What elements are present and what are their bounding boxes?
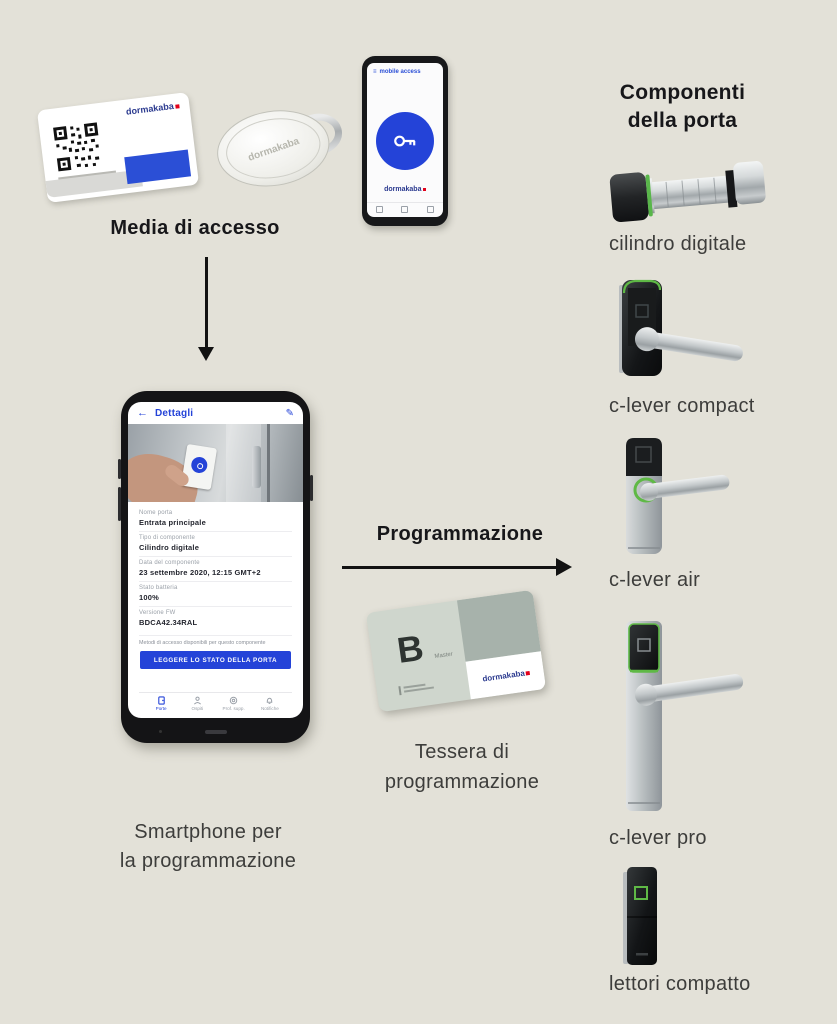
digital-cylinder-image <box>605 149 773 235</box>
fob-embossed-brand: dormakaba <box>246 135 301 164</box>
qr-access-card <box>37 92 199 203</box>
compact-reader-image <box>619 865 663 969</box>
detail-title: Dettagli <box>155 407 194 419</box>
access-methods-note: Metodi di accesso disponibili per questo componente <box>139 635 292 646</box>
bell-icon <box>265 696 274 705</box>
field-label: Data del componente <box>139 560 200 566</box>
tab-profilo-supporto[interactable] <box>216 696 252 711</box>
detail-body <box>128 502 303 718</box>
brand-text: dormakaba <box>384 186 422 193</box>
heading-line: Componenti <box>619 81 746 104</box>
card-blue-rect <box>124 150 191 185</box>
volume-button <box>118 459 121 479</box>
menu-icon[interactable]: ≡ <box>373 69 377 75</box>
tab-notifiche[interactable] <box>252 696 288 711</box>
heading-line: della porta <box>627 109 738 133</box>
field-data-componente <box>139 556 292 581</box>
field-versione-fw <box>139 606 292 631</box>
c-lever-compact-image <box>615 277 757 389</box>
power-button <box>310 475 313 501</box>
caption-line: la programmazione <box>119 850 297 872</box>
field-nome-porta <box>139 507 292 531</box>
detail-screen <box>128 402 303 718</box>
c-lever-pro-image <box>616 615 754 821</box>
card-fine-print <box>398 681 434 695</box>
door-photo <box>128 424 303 502</box>
field-value: 23 settembre 2020, 12:15 GMT+2 <box>139 568 261 577</box>
dormakaba-logo <box>125 100 180 116</box>
tab-porte[interactable] <box>143 696 179 711</box>
field-label: Stato batteria <box>139 585 178 591</box>
photo-cylinder <box>252 446 261 488</box>
read-door-state-button[interactable]: LEGGERE LO STATO DELLA PORTA <box>140 651 291 669</box>
door-icon <box>157 696 166 705</box>
mobile-access-screen <box>367 63 443 217</box>
bixby-button <box>118 487 121 521</box>
field-stato-batteria <box>139 581 292 606</box>
caption-line: programmazione <box>384 771 540 793</box>
brand-red-square <box>423 188 426 191</box>
programming-phone <box>121 391 310 743</box>
phone-speaker <box>205 730 227 734</box>
brand-red-square <box>175 104 180 109</box>
smartphone-caption <box>82 818 334 876</box>
person-icon <box>193 696 202 705</box>
programmazione-label: Programmazione <box>376 523 544 545</box>
edit-icon[interactable]: ✎ <box>285 407 294 419</box>
cilindro-digitale-label: cilindro digitale <box>609 233 747 255</box>
app-title: mobile access <box>379 69 421 75</box>
card-sage-block <box>457 590 541 662</box>
dormakaba-logo <box>482 667 531 683</box>
detail-app-bar <box>128 402 303 424</box>
field-label: Nome porta <box>139 510 173 516</box>
media-di-accesso-label: Media di accesso <box>110 217 280 239</box>
field-value: Cilindro digitale <box>139 543 200 552</box>
field-value: 100% <box>139 593 159 602</box>
c-lever-pro-label: c-lever pro <box>609 827 707 849</box>
c-lever-air-label: c-lever air <box>609 569 701 591</box>
field-tipo-componente <box>139 531 292 556</box>
down-arrow-head <box>198 347 214 361</box>
c-lever-compact-label: c-lever compact <box>609 395 755 417</box>
phone-camera-dot <box>159 730 162 733</box>
key-fob <box>213 100 351 192</box>
down-arrow <box>205 257 208 349</box>
tessera-caption <box>352 737 572 797</box>
field-value: BDCA42.34RAL <box>139 618 198 627</box>
tab-ospiti[interactable] <box>179 696 215 711</box>
back-icon[interactable]: ← <box>137 406 148 419</box>
brand-red-square <box>526 671 530 675</box>
support-icon <box>229 696 238 705</box>
card-letter-sub: Master <box>434 651 454 661</box>
key-icon <box>392 128 418 154</box>
field-label: Tipo di componente <box>139 535 196 541</box>
right-arrow <box>342 566 558 569</box>
c-lever-air-image <box>618 434 738 562</box>
tab-label: Prof. supp. <box>222 706 245 711</box>
phone-nav-icons[interactable] <box>367 202 443 213</box>
brand-text: dormakaba <box>125 100 175 117</box>
programming-master-card <box>366 590 546 712</box>
mobile-access-phone <box>362 56 448 226</box>
qr-code-icon <box>51 120 104 173</box>
tab-label: Notifiche <box>260 706 279 711</box>
card-letter-b: B <box>394 626 426 671</box>
dormakaba-logo <box>367 186 443 193</box>
right-arrow-head <box>556 558 572 576</box>
caption-line: Tessera di <box>414 741 510 763</box>
tab-label: Porte <box>155 706 167 711</box>
componenti-heading <box>585 79 780 136</box>
app-header <box>373 69 421 75</box>
open-door-button[interactable] <box>376 112 434 170</box>
tab-label: Ospiti <box>191 706 204 711</box>
brand-text: dormakaba <box>481 668 526 684</box>
lettori-compatto-label: lettori compatto <box>609 973 751 995</box>
bottom-tab-bar <box>139 692 292 712</box>
field-value: Entrata principale <box>139 518 206 527</box>
field-label: Versione FW <box>139 610 176 616</box>
caption-line: Smartphone per <box>134 821 282 843</box>
